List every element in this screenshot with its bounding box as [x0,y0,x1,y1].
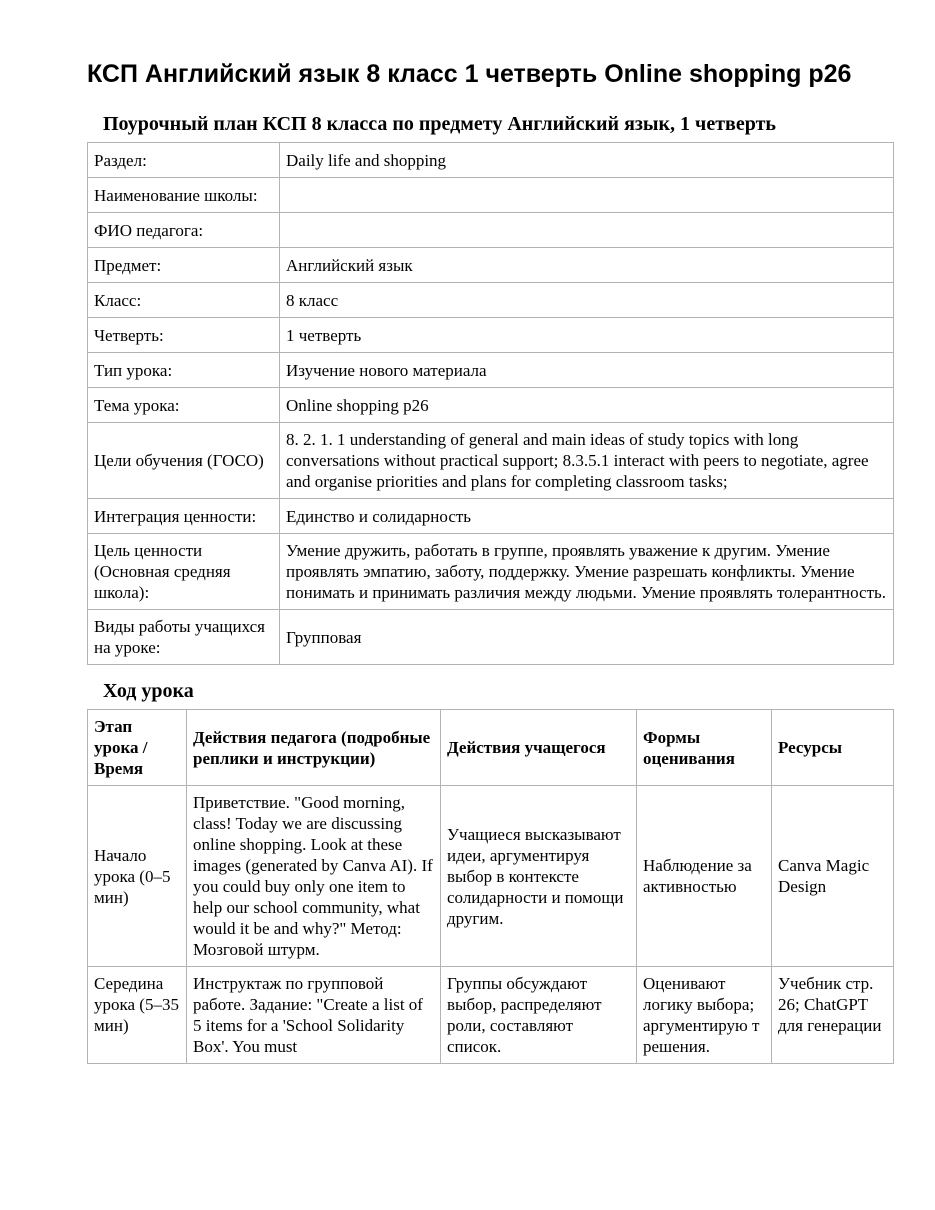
info-value: 8. 2. 1. 1 understanding of general and main ideas of study topics with long conversations without practical support; 8.3.5.1 interact with peers to negotiate, agree and organise priorities and plans for completing classroom tasks; [280,423,894,499]
info-label: Раздел: [88,143,280,178]
table-row [88,967,894,1064]
info-value: Групповая [280,610,894,665]
info-value: 1 четверть [280,318,894,353]
progress-heading: Ход урока [103,680,194,702]
table-row [88,534,894,610]
info-value: Изучение нового материала [280,353,894,388]
info-label: ФИО педагога: [88,213,280,248]
info-value: Daily life and shopping [280,143,894,178]
info-label: Виды работы учащихся на уроке: [88,610,280,665]
table-row [88,318,894,353]
lesson-table [87,709,894,1064]
assessment-cell: Оценивают логику выбора; аргументирую т решения. [637,967,772,1064]
info-value: Единство и солидарность [280,499,894,534]
column-header-stage: Этап урока / Время [88,710,187,786]
table-row [88,786,894,967]
table-row [88,283,894,318]
table-row [88,353,894,388]
info-value: 8 класс [280,283,894,318]
info-label: Тема урока: [88,388,280,423]
info-label: Наименование школы: [88,178,280,213]
assessment-cell: Наблюдение за активностью [637,786,772,967]
info-label: Четверть: [88,318,280,353]
info-value: Online shopping p26 [280,388,894,423]
document-page [87,58,893,1064]
info-label: Цели обучения (ГОСО) [88,423,280,499]
column-header-student: Действия учащегося [441,710,637,786]
document-title: КСП Английский язык 8 класс 1 четверть Online shopping p26 [87,60,852,88]
table-row [88,143,894,178]
table-row [88,248,894,283]
teacher-cell: Приветствие. "Good morning, class! Today we are discussing online shopping. Look at these images (generated by Canva AI). If you could buy only one item to help our school community, what would it be and why?" Метод: Мозговой штурм. [187,786,441,967]
table-row [88,499,894,534]
info-label: Интеграция ценности: [88,499,280,534]
teacher-cell: Инструктаж по групповой работе. Задание: "Create a list of 5 items for a 'School Solidarity Box'. You must [187,967,441,1064]
table-row [88,610,894,665]
table-row [88,213,894,248]
info-value [280,178,894,213]
info-value: Английский язык [280,248,894,283]
column-header-assessment: Формы оценивания [637,710,772,786]
resources-cell: Canva Magic Design [772,786,894,967]
info-label: Класс: [88,283,280,318]
table-row [88,388,894,423]
student-cell: Учащиеся высказывают идеи, аргументируя выбор в контексте солидарности и помощи другим. [441,786,637,967]
table-header-row [88,710,894,786]
info-label: Предмет: [88,248,280,283]
info-label: Тип урока: [88,353,280,388]
resources-cell: Учебник стр. 26; ChatGPT для генерации [772,967,894,1064]
stage-cell: Середина урока (5–35 мин) [88,967,187,1064]
column-header-resources: Ресурсы [772,710,894,786]
plan-heading: Поурочный план КСП 8 класса по предмету Английский язык, 1 четверть [103,113,776,135]
info-label: Цель ценности (Основная средняя школа): [88,534,280,610]
info-value: Умение дружить, работать в группе, проявлять уважение к другим. Умение проявлять эмпатию, заботу, поддержку. Умение разрешать конфликты. Умение понимать и принимать различия между людьми. Умение проявлять толерантность. [280,534,894,610]
column-header-teacher: Действия педагога (подробные реплики и инструкции) [187,710,441,786]
info-value [280,213,894,248]
info-table [87,142,894,665]
student-cell: Группы обсуждают выбор, распределяют роли, составляют список. [441,967,637,1064]
stage-cell: Начало урока (0–5 мин) [88,786,187,967]
table-row [88,178,894,213]
table-row [88,423,894,499]
